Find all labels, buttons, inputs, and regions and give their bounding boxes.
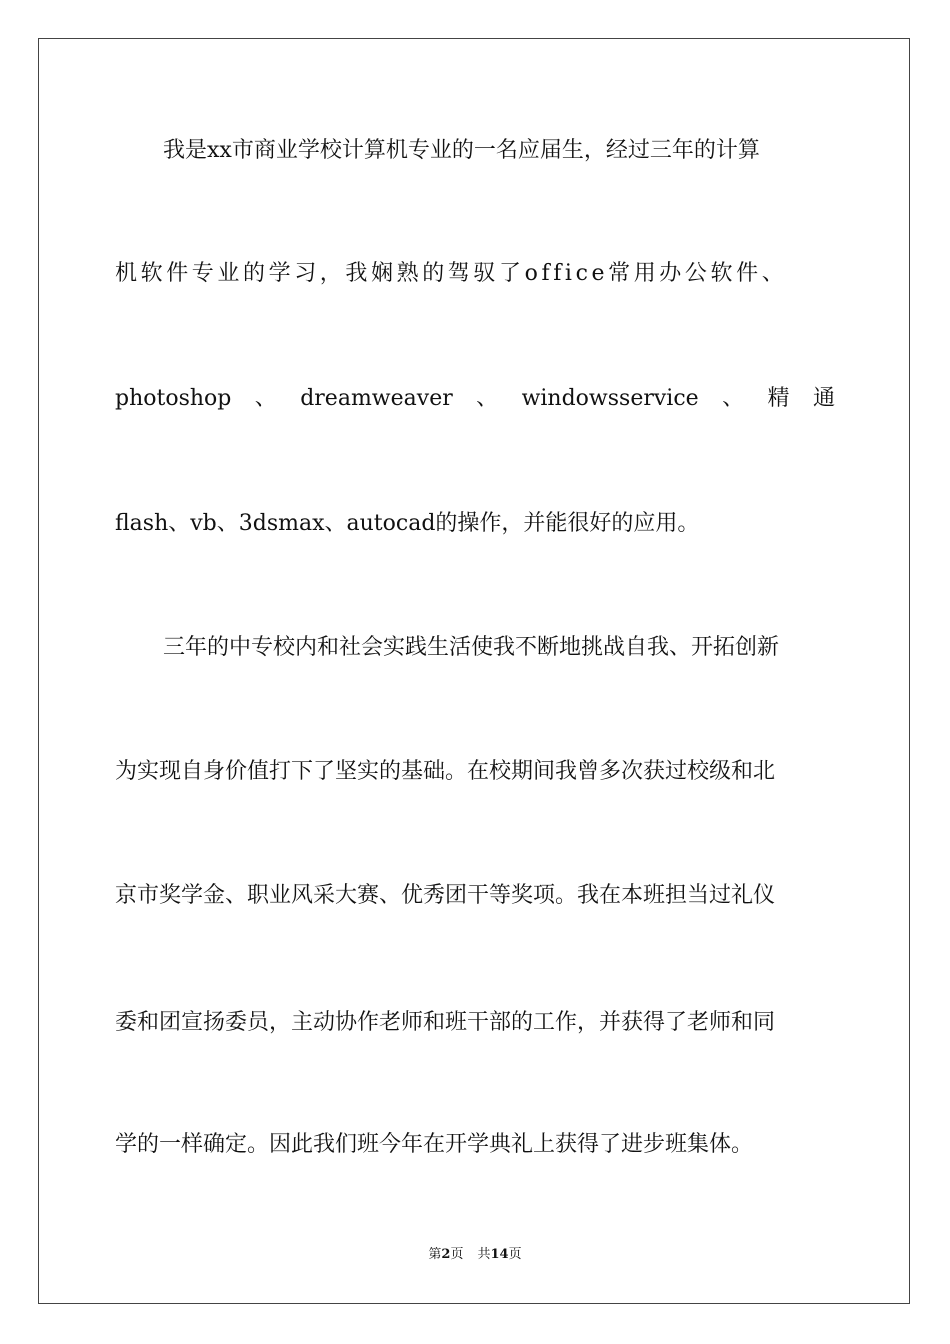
text-line: flash、vb、3dsmax、autocad的操作，并能很好的应用。 <box>115 511 700 536</box>
text-line: 学的一样确定。因此我们班今年在开学典礼上获得了进步班集体。 <box>115 1132 754 1157</box>
page-number: 2 <box>441 1247 451 1262</box>
text-line: 我是xx市商业学校计算机专业的一名应届生，经过三年的计算 <box>163 138 760 163</box>
text-word: photoshop <box>115 386 232 411</box>
page-suffix: 页 <box>450 1247 464 1262</box>
text-line: 三年的中专校内和社会实践生活使我不断地挑战自我、开拓创新 <box>163 635 780 660</box>
page-prefix: 第 <box>428 1247 442 1262</box>
total-prefix: 共 <box>477 1247 491 1262</box>
text-line: 机软件专业的学习，我娴熟的驾驭了office常用办公软件、 <box>115 261 788 286</box>
text-word: 通 <box>812 386 835 411</box>
total-pages: 14 <box>490 1247 509 1262</box>
page-footer <box>0 1246 950 1264</box>
text-line: 委和团宣扬委员，主动协作老师和班干部的工作，并获得了老师和同 <box>115 1010 776 1035</box>
text-word: 、 <box>476 386 499 411</box>
text-line: 京市奖学金、职业风采大赛、优秀团干等奖项。我在本班担当过礼仪 <box>115 883 776 908</box>
text-word: windowsservice <box>521 386 699 411</box>
text-word: 、 <box>254 386 277 411</box>
text-word: 精 <box>767 386 790 411</box>
page-border <box>38 38 910 1304</box>
text-line: 为实现自身价值打下了坚实的基础。在校期间我曾多次获过校级和北 <box>115 759 776 784</box>
text-word: dreamweaver <box>300 386 453 411</box>
text-word: 、 <box>722 386 745 411</box>
text-line-justified <box>115 384 835 414</box>
total-suffix: 页 <box>508 1247 522 1262</box>
